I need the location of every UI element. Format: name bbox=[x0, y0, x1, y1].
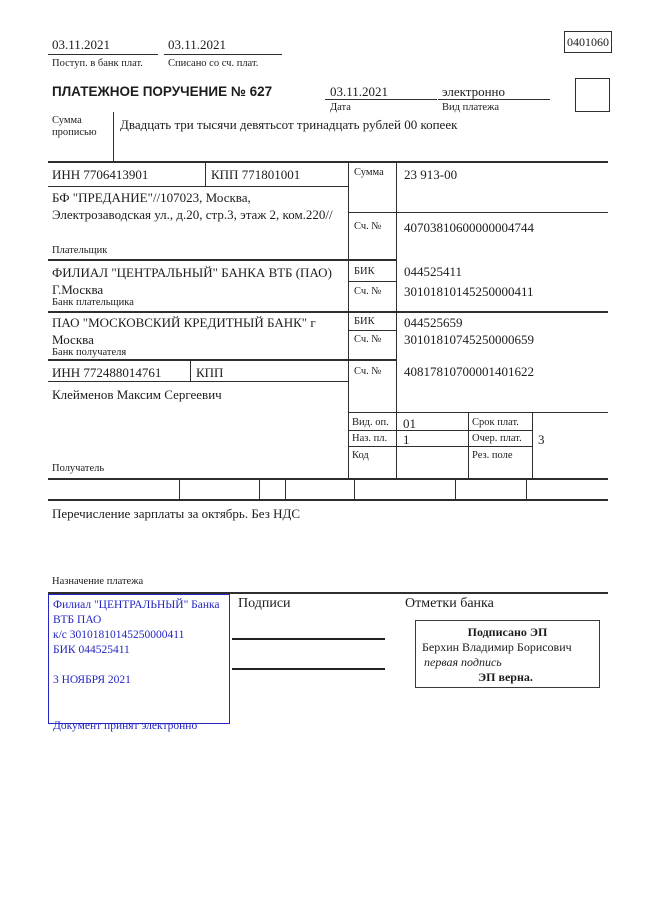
beneficiary-kpp-label: КПП bbox=[196, 365, 224, 380]
payer-kpp: КПП 771801001 bbox=[211, 167, 301, 182]
beneficiary-account: 40817810700001401622 bbox=[404, 364, 534, 379]
amount-words-label: Сумма прописью bbox=[52, 115, 97, 138]
bank-stamp bbox=[48, 594, 230, 732]
signature-line bbox=[232, 668, 385, 670]
grid-line bbox=[48, 161, 608, 163]
code-label: Код bbox=[352, 450, 369, 461]
grid-line bbox=[348, 212, 608, 213]
grid-line bbox=[348, 430, 532, 431]
grid-line bbox=[348, 281, 397, 282]
purpose-label: Назначение платежа bbox=[52, 576, 144, 587]
beneficiary-bank-account: 30101810745250000659 bbox=[404, 332, 534, 347]
payer-name: БФ "ПРЕДАНИЕ"//107023, Москва, Электрозаводская ул., д.20, стр.3, этаж 2, ком.220// bbox=[52, 190, 333, 222]
signatures-heading: Подписи bbox=[238, 596, 291, 611]
esign-box bbox=[415, 620, 600, 688]
underline bbox=[438, 99, 550, 100]
grid-line bbox=[48, 259, 397, 261]
beneficiary-name: Клейменов Максим Сергеевич bbox=[52, 387, 222, 402]
debited-date: 03.11.2021 bbox=[168, 37, 227, 52]
stamp-accepted: Документ принят электронно bbox=[53, 720, 198, 732]
underline bbox=[48, 54, 158, 55]
payer-account-label: Сч. № bbox=[354, 221, 382, 232]
esign-name: Берхин Владимир Борисович bbox=[422, 640, 572, 654]
amount-value: 23 913-00 bbox=[404, 167, 458, 182]
beneficiary-label: Получатель bbox=[52, 463, 105, 474]
stamp-line2: ВТБ ПАО bbox=[53, 614, 102, 626]
purpose-code-value: 1 bbox=[403, 432, 410, 447]
signature-line bbox=[232, 638, 385, 640]
stamp-line3: к/с 30101810145250000411 bbox=[53, 629, 185, 641]
grid-line bbox=[348, 412, 608, 413]
stamp-line1: Филиал "ЦЕНТРАЛЬНЫЙ" Банка bbox=[53, 599, 220, 611]
priority-value: 3 bbox=[538, 432, 545, 447]
esign-verified: ЭП верна. bbox=[478, 670, 533, 684]
pay-term-label: Срок плат. bbox=[472, 417, 519, 428]
payer-bank-bik: 044525411 bbox=[404, 264, 463, 279]
beneficiary-bank-account-label: Сч. № bbox=[354, 334, 382, 345]
beneficiary-account-label: Сч. № bbox=[354, 366, 382, 377]
grid-line bbox=[48, 499, 608, 501]
payer-label: Плательщик bbox=[52, 245, 108, 256]
beneficiary-bank-bik-label: БИК bbox=[354, 316, 375, 327]
grid-line bbox=[190, 359, 191, 381]
payer-inn: ИНН 7706413901 bbox=[52, 167, 149, 182]
underline bbox=[164, 54, 282, 55]
stamp-line4: БИК 044525411 bbox=[53, 644, 130, 656]
grid-line bbox=[348, 446, 532, 447]
payment-kind-label: Вид платежа bbox=[442, 102, 500, 113]
op-kind-label: Вид. оп. bbox=[352, 417, 389, 428]
bank-marks-heading: Отметки банка bbox=[405, 596, 494, 611]
grid-line bbox=[205, 161, 206, 186]
grid-line bbox=[48, 186, 349, 187]
payer-account: 40703810600000004744 bbox=[404, 220, 534, 235]
beneficiary-bank-name: ПАО "МОСКОВСКИЙ КРЕДИТНЫЙ БАНК" г Москва bbox=[52, 315, 316, 347]
grid-line bbox=[48, 359, 397, 361]
payer-bank-name: ФИЛИАЛ "ЦЕНТРАЛЬНЫЙ" БАНКА ВТБ (ПАО) Г.Москва bbox=[52, 265, 332, 297]
purpose-text: Перечисление зарплаты за октябрь. Без НДС bbox=[52, 506, 301, 521]
received-date: 03.11.2021 bbox=[52, 37, 111, 52]
grid-line bbox=[354, 478, 355, 499]
payment-kind: электронно bbox=[442, 84, 506, 99]
beneficiary-inn: ИНН 772488014761 bbox=[52, 365, 162, 380]
amount-label: Сумма bbox=[354, 167, 384, 178]
beneficiary-bank-label: Банк получателя bbox=[52, 347, 127, 358]
date-label: Дата bbox=[330, 102, 351, 113]
grid-line bbox=[396, 161, 397, 479]
grid-line bbox=[48, 478, 608, 480]
grid-line bbox=[455, 478, 456, 499]
payer-bank-account-label: Сч. № bbox=[354, 286, 382, 297]
esign-kind: первая подпись bbox=[424, 655, 502, 669]
debited-date-label: Списано со сч. плат. bbox=[168, 58, 259, 69]
payer-bank-account: 30101810145250000411 bbox=[404, 284, 534, 299]
grid-line bbox=[468, 412, 469, 478]
underline bbox=[325, 99, 437, 100]
grid-line bbox=[532, 412, 533, 478]
grid-line bbox=[48, 311, 608, 313]
document-title: ПЛАТЕЖНОЕ ПОРУЧЕНИЕ № 627 bbox=[52, 84, 273, 99]
status-box bbox=[575, 78, 610, 112]
op-kind-value: 01 bbox=[403, 416, 416, 431]
grid-line bbox=[179, 478, 180, 499]
document-date: 03.11.2021 bbox=[330, 84, 389, 99]
reserve-field-label: Рез. поле bbox=[472, 450, 513, 461]
priority-label: Очер. плат. bbox=[472, 433, 522, 444]
form-code-box bbox=[564, 31, 612, 53]
purpose-code-label: Наз. пл. bbox=[352, 433, 388, 444]
stamp-date: 3 НОЯБРЯ 2021 bbox=[53, 674, 131, 686]
grid-line bbox=[48, 381, 349, 382]
grid-line bbox=[285, 478, 286, 499]
amount-words-value: Двадцать три тысячи девятьсот тринадцать рублей 00 копеек bbox=[120, 117, 458, 132]
form-code: 0401060 bbox=[567, 35, 609, 49]
grid-line bbox=[113, 112, 114, 161]
received-date-label: Поступ. в банк плат. bbox=[52, 58, 143, 69]
beneficiary-bank-bik: 044525659 bbox=[404, 315, 463, 330]
payer-bank-bik-label: БИК bbox=[354, 266, 375, 277]
esign-title: Подписано ЭП bbox=[467, 625, 548, 639]
payer-bank-label: Банк плательщика bbox=[52, 297, 134, 308]
grid-line bbox=[259, 478, 260, 499]
grid-line bbox=[348, 330, 397, 331]
grid-line bbox=[526, 478, 527, 499]
